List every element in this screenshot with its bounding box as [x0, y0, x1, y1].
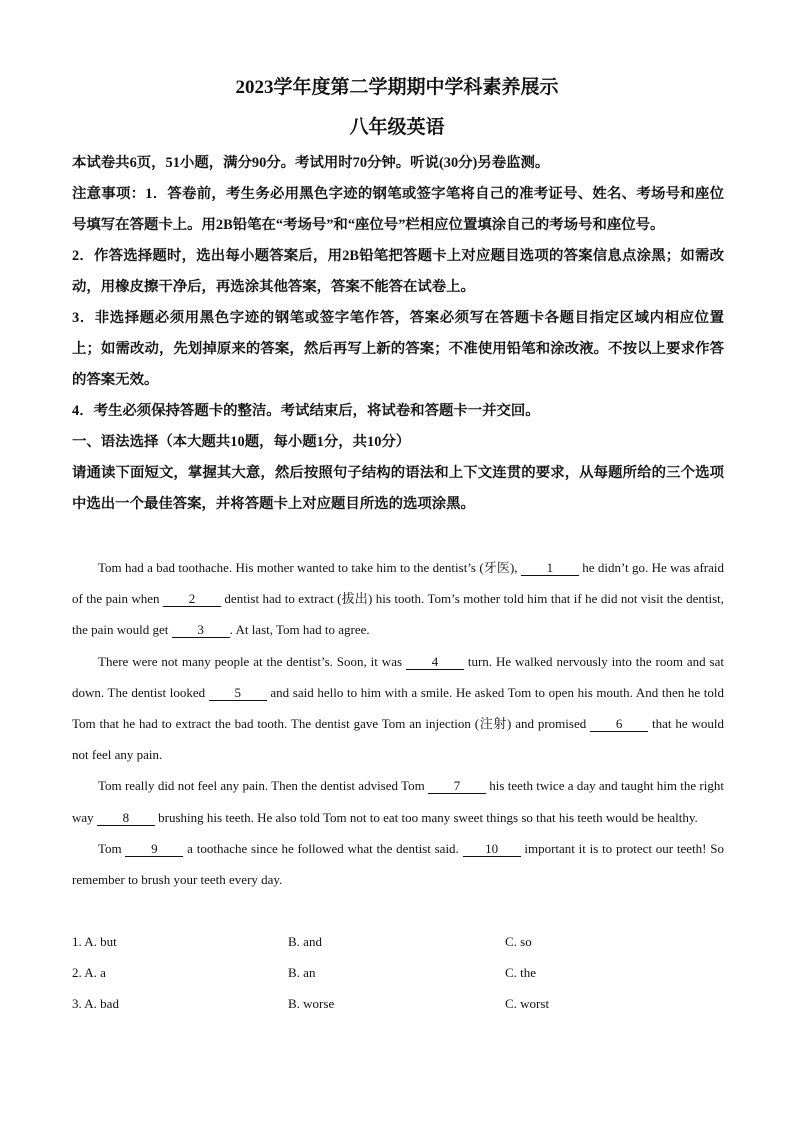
question-2-options	[72, 957, 732, 988]
option-3b: B. worse	[288, 996, 335, 1012]
reading-passage	[72, 552, 724, 895]
blank-1: 1	[521, 560, 579, 576]
blank-3: 3	[172, 622, 230, 638]
note-item-4: 4．考生必须保持答题卡的整洁。考试结束后，将试卷和答题卡一并交回。	[72, 403, 540, 419]
exam-subtitle: 八年级英语	[349, 117, 445, 138]
blank-8: 8	[97, 810, 155, 826]
option-1c: C. so	[505, 934, 532, 949]
passage-paragraph-2: There were not many people at the dentist’s. Soon, it was 4 turn. He walked nervously into the room and sat down. The dentist looked 5 and said hello to him with a smile. He asked Tom to open his mouth. And then he told Tom that he had to extract the bad tooth. The dentist gave Tom an injection (注射) and promised 6 that he would not feel any pain.	[72, 653, 725, 763]
note-item-3: 3．非选择题必须用黑色字迹的钢笔或签字笔作答，答案必须写在答题卡各题目指定区域内相应位置上；如需改动，先划掉原来的答案，然后再写上新的答案；不准使用铅笔和涂改液。不按以上要求作答的答案无效。	[72, 310, 724, 388]
blank-10: 10	[463, 841, 521, 857]
section-instruction: 请通读下面短文，掌握其大意，然后按照句子结构的语法和上下文连贯的要求，从每题所给的三个选项中选出一个最佳答案，并将答题卡上对应题目所选的选项涂黑。	[72, 465, 724, 512]
exam-info-line: 本试卷共6页，51小题，满分90分。考试用时70分钟。听说(30分)另卷监测。	[72, 155, 550, 171]
section-heading: 一、语法选择（本大题共10题，每小题1分，共10分）	[72, 434, 411, 450]
option-3a: 3. A. bad	[72, 996, 119, 1012]
blank-5: 5	[209, 685, 267, 701]
answer-options	[72, 926, 732, 1020]
option-2b: B. an	[288, 965, 316, 981]
note-item-1: 注意事项：1．答卷前，考生务必用黑色字迹的钢笔或签字笔将自己的准考证号、姓名、考场号和座位号填写在答题卡上。用2B铅笔在“考场号”和“座位号”栏相应位置填涂自己的考场号和座位号。	[72, 186, 724, 233]
passage-paragraph-1: Tom had a bad toothache. His mother wanted to take him to the dentist’s (牙医), 1 he didn’t go. He was afraid of the pain when 2 dentist had to extract (拔出) his tooth. Tom’s mother told him that if he did not visit the dentist, the pain would get 3 . At last, Tom had to agree.	[72, 560, 724, 638]
question-1-options	[72, 926, 732, 957]
passage-paragraph-4: Tom 9 a toothache since he followed what the dentist said. 10 important it is to protect our teeth! So remember to brush your teeth every day.	[72, 840, 724, 888]
blank-9: 9	[125, 841, 183, 857]
option-3c: C. worst	[505, 996, 550, 1012]
blank-4: 4	[406, 654, 464, 670]
blank-7: 7	[428, 778, 486, 794]
option-2a: 2. A. a	[72, 965, 106, 981]
option-1b: B. and	[288, 934, 322, 949]
exam-notes	[72, 148, 724, 520]
note-item-2: 2．作答选择题时，选出每小题答案后，用2B铅笔把答题卡上对应题目选项的答案信息点涂黑；如需改动，用橡皮擦干净后，再选涂其他答案，答案不能答在试卷上。	[72, 248, 724, 295]
blank-2: 2	[163, 591, 221, 607]
exam-title: 2023学年度第二学期期中学科素养展示	[235, 77, 559, 98]
option-1a: 1. A. but	[72, 934, 117, 949]
passage-paragraph-3: Tom really did not feel any pain. Then the dentist advised Tom 7 his teeth twice a day and taught him the right way 8 brushing his teeth. He also told Tom not to eat too many sweet things so that his teeth would be healthy.	[72, 778, 724, 825]
blank-6: 6	[590, 716, 648, 732]
question-3-options	[72, 988, 732, 1019]
option-2c: C. the	[505, 965, 537, 981]
